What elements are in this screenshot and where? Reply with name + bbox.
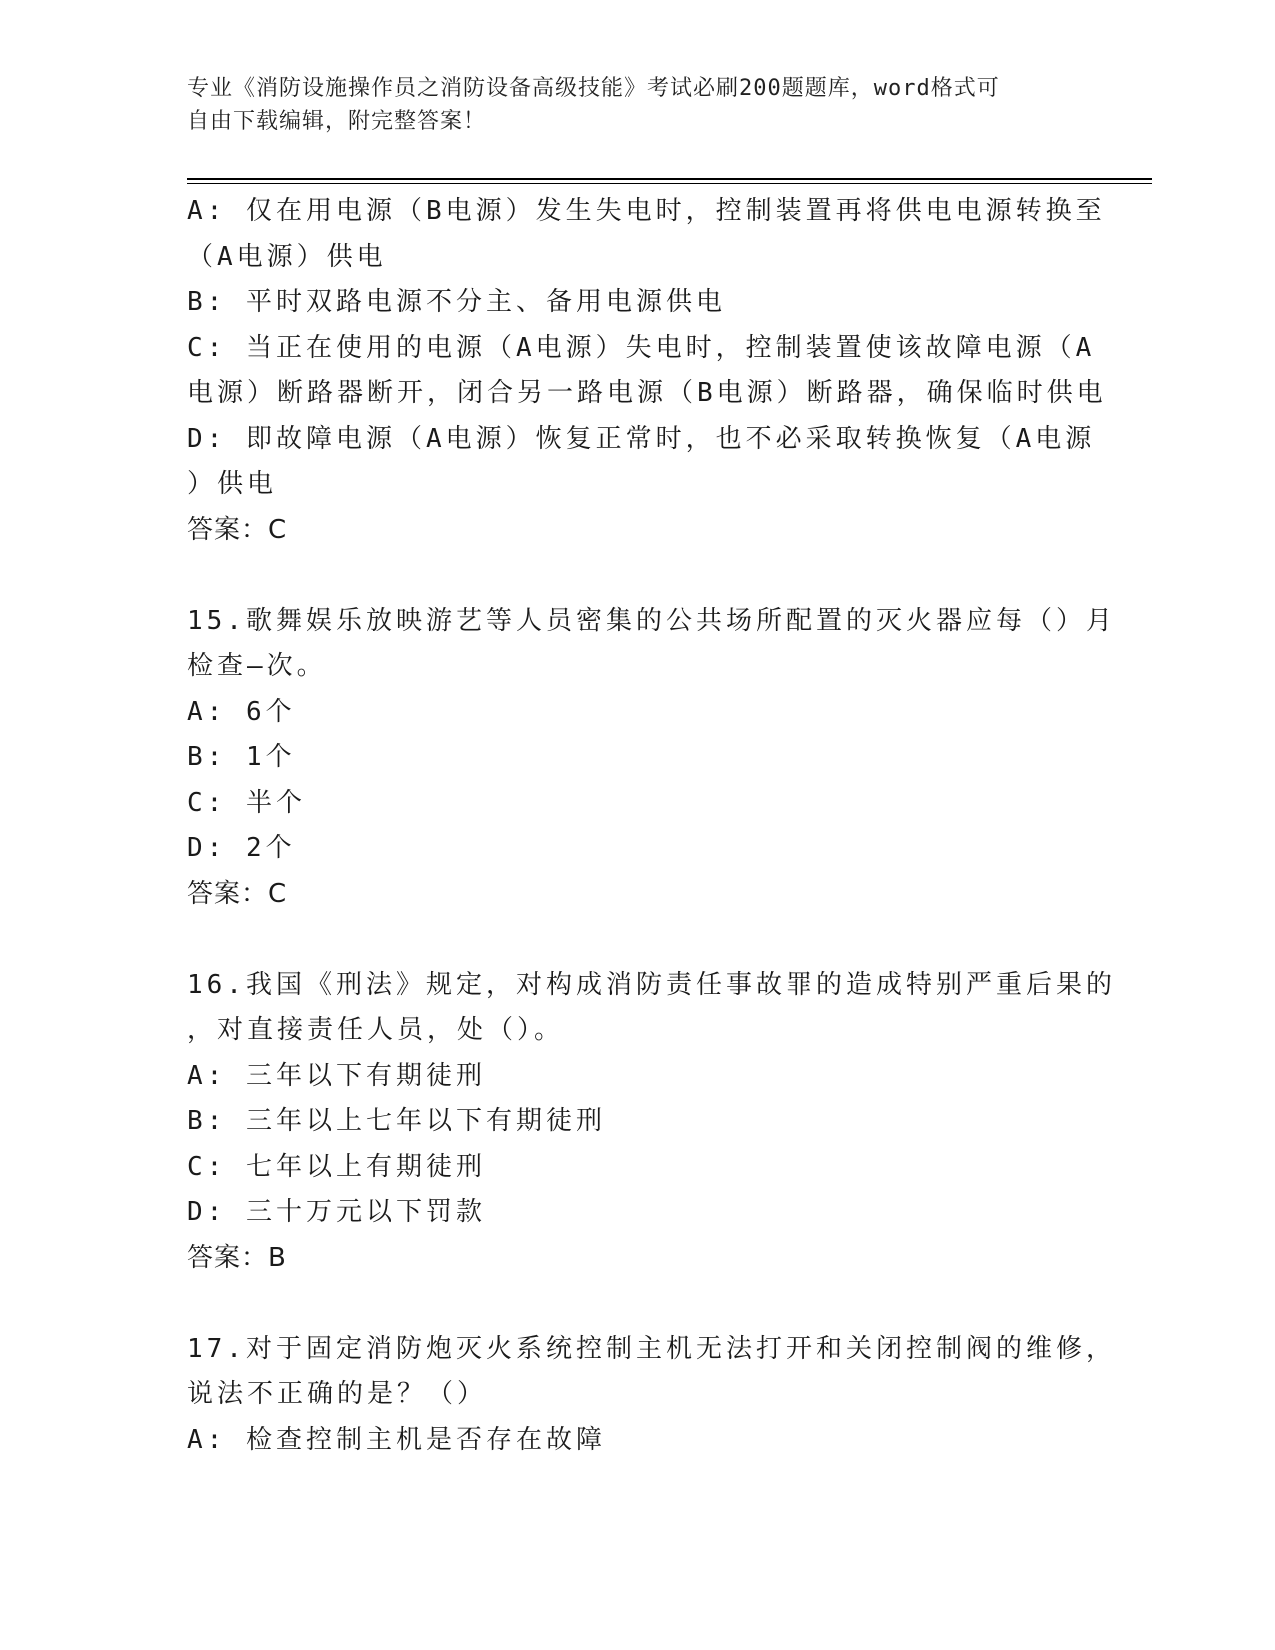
question-spacer	[187, 917, 1087, 963]
option-c-line-2: 电源）断路器断开，闭合另一路电源（B电源）断路器，确保临时供电	[187, 378, 1107, 408]
answer: 答案：B	[187, 1242, 287, 1273]
option-d: D: 2个	[187, 833, 296, 863]
document-header	[187, 72, 1067, 138]
option-a-line-2: （A电源）供电	[187, 241, 387, 272]
question-stem-line-2: 检查—次。	[187, 651, 327, 681]
question-14	[187, 189, 1107, 553]
option-a-line-1: A: 仅在用电源（B电源）发生失电时，控制装置再将供电电源转换至	[187, 196, 1106, 226]
option-d-line-2: ）供电	[187, 469, 278, 499]
question-16	[187, 963, 1116, 1282]
question-spacer	[187, 553, 1087, 599]
option-c-line-1: C: 当正在使用的电源（A电源）失电时，控制装置使该故障电源（A	[187, 332, 1096, 363]
option-d-line-1: D: 即故障电源（A电源）恢复正常时，也不必采取转换恢复（A电源	[187, 423, 1096, 454]
option-d: D: 三十万元以下罚款	[187, 1197, 486, 1227]
question-stem-line-1: 16.我国《刑法》规定，对构成消防责任事故罪的造成特别严重后果的	[187, 969, 1116, 1000]
header-divider-thin	[187, 183, 1152, 184]
question-17	[187, 1327, 1116, 1464]
option-a: A: 6个	[187, 696, 296, 727]
question-15	[187, 599, 1116, 918]
option-a: A: 检查控制主机是否存在故障	[187, 1424, 606, 1455]
option-c: C: 七年以上有期徒刑	[187, 1151, 486, 1182]
header-line-1: 专业《消防设施操作员之消防设备高级技能》考试必刷200题题库，word格式可	[187, 76, 1000, 101]
option-c: C: 半个	[187, 787, 306, 818]
question-stem-line-1: 17.对于固定消防炮灭火系统控制主机无法打开和关闭控制阀的维修，	[187, 1333, 1116, 1364]
question-spacer	[187, 1281, 1087, 1327]
question-stem-line-2: 说法不正确的是？（）	[187, 1379, 488, 1409]
question-list	[187, 189, 1116, 1463]
answer: 答案：C	[187, 514, 288, 545]
option-b: B: 三年以上七年以下有期徒刑	[187, 1106, 606, 1136]
option-b: B: 1个	[187, 742, 296, 772]
question-stem-line-2: ，对直接责任人员，处（）。	[187, 1015, 565, 1045]
option-a: A: 三年以下有期徒刑	[187, 1060, 486, 1091]
header-line-2: 自由下载编辑，附完整答案！	[187, 109, 487, 134]
question-stem-line-1: 15.歌舞娱乐放映游艺等人员密集的公共场所配置的灭火器应每（）月	[187, 605, 1116, 636]
option-b: B: 平时双路电源不分主、备用电源供电	[187, 287, 726, 317]
header-divider-thick	[187, 178, 1152, 180]
answer: 答案：C	[187, 878, 288, 909]
